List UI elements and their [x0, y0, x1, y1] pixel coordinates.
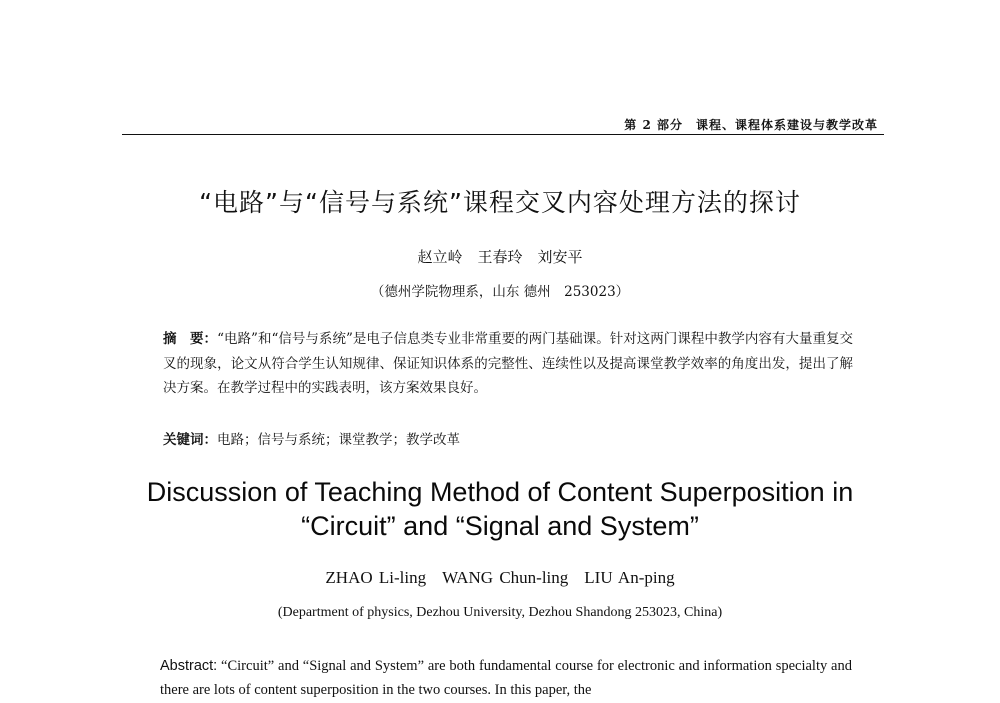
chinese-abstract: [163, 327, 853, 401]
english-authors: [100, 568, 900, 588]
chinese-keywords-text: 电路；信号与系统；课堂教学；教学改革: [217, 432, 460, 448]
english-abstract-text: “Circuit” and “Signal and System” are both fundamental course for electronic and information specialty and there are lots of content superposition in the two courses. In this paper, the: [160, 658, 852, 698]
chinese-keywords-label: 关键词：: [163, 432, 217, 448]
chinese-authors: 赵立岭 王春玲 刘安平: [417, 248, 583, 266]
chinese-title: “电路”与“信号与系统”课程交叉内容处理方法的探讨: [199, 188, 801, 217]
english-author-3: LIU An-ping: [584, 568, 675, 587]
english-title-line-2: “Circuit” and “Signal and System”: [301, 511, 699, 541]
chinese-abstract-label: 摘 要：: [163, 331, 218, 347]
chinese-abstract-text: “电路”和“信号与系统”是电子信息类专业非常重要的两门基础课。针对这两门课程中教学内容有大量重复交叉的现象，论文从符合学生认知规律、保证知识体系的完整性、连续性以及提高课堂教学效率的角度出发，提出了解决方案。在教学过程中的实践表明，该方案效果良好。: [163, 331, 854, 396]
running-header: 第 2 部分 课程、课程体系建设与教学改革: [624, 118, 878, 132]
english-title-line-1: Discussion of Teaching Method of Content Superposition in: [146, 477, 854, 507]
english-author-2: WANG Chun-ling: [442, 568, 569, 587]
chinese-affiliation: （德州学院物理系，山东 德州 253023）: [370, 284, 630, 300]
english-abstract: [160, 654, 852, 702]
english-affiliation: (Department of physics, Dezhou University, Dezhou Shandong 253023, China): [277, 605, 723, 620]
header-rule: [122, 134, 884, 135]
english-author-1: ZHAO Li-ling: [325, 568, 427, 587]
chinese-keywords: [163, 428, 853, 448]
english-abstract-label: Abstract:: [160, 658, 218, 674]
english-title: [60, 475, 940, 543]
